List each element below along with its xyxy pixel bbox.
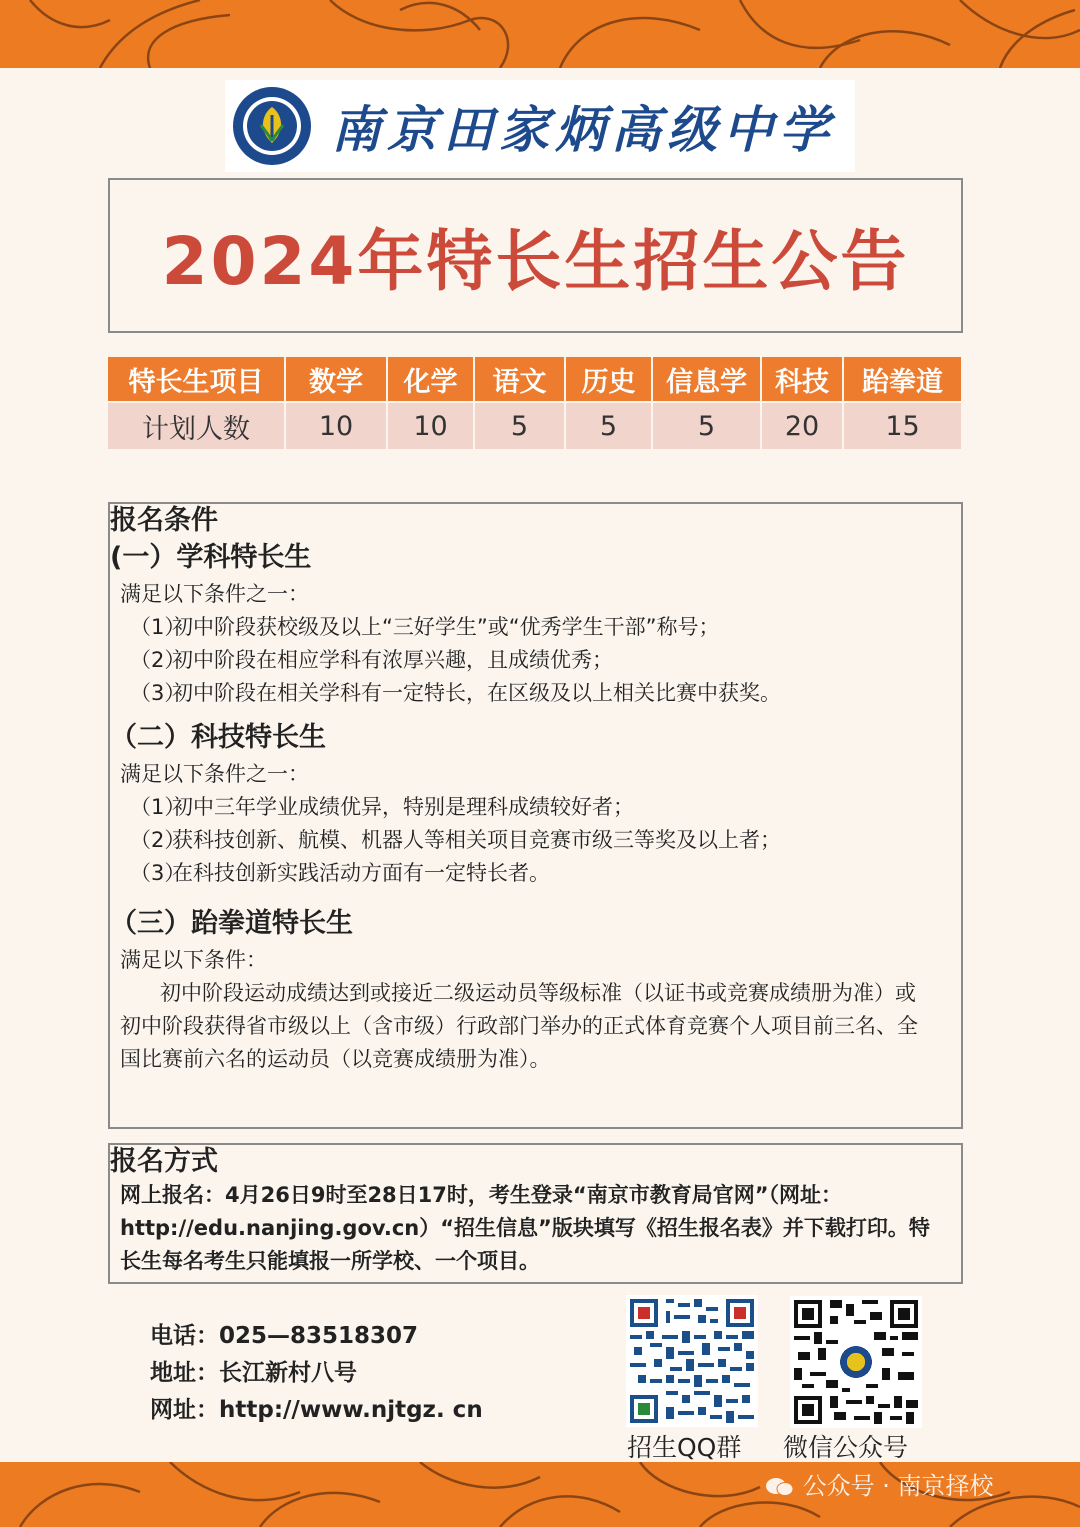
section-intro: 满足以下条件之一： [120, 762, 309, 786]
conditions-box [108, 502, 963, 1129]
list-item: （1）初中三年学业成绩优异，特别是理科成绩较好者； [130, 795, 634, 819]
list-item: （2）获科技创新、航模、机器人等相关项目竞赛市级三等奖及以上者； [130, 828, 781, 852]
wechat-watermark [765, 1466, 994, 1501]
floral-pattern-top [0, 0, 1080, 68]
section-title-academic: (一）学科特长生 [110, 542, 312, 573]
section-intro: 满足以下条件之一： [120, 582, 309, 606]
table-cell: 计划人数 [108, 403, 286, 449]
table-header-cell: 语文 [475, 357, 566, 403]
school-emblem-icon [231, 85, 313, 167]
table-header-cell: 跆拳道 [844, 357, 963, 403]
wechat-account-qr-code[interactable] [790, 1296, 922, 1428]
section-intro: 满足以下条件： [120, 948, 267, 972]
phone-text: 电话：025—83518307 [150, 1323, 419, 1349]
table-header-cell: 历史 [566, 357, 653, 403]
list-item: （1）初中阶段获校级及以上“三好学生”或“优秀学生干部”称号； [130, 615, 720, 639]
list-item: （3）初中阶段在相关学科有一定特长，在区级及以上相关比赛中获奖。 [130, 681, 781, 705]
notice-title: 2024年特长生招生公告 [161, 223, 910, 300]
section-title-tech: （二）科技特长生 [110, 722, 326, 753]
method-heading: 报名方式 [110, 1146, 218, 1177]
wechat-qr-label: 微信公众号 [783, 1433, 909, 1462]
school-name: 南京田家炳高级中学 [331, 100, 835, 159]
website-link[interactable]: 网址：http://www.njtgz. cn [150, 1397, 483, 1423]
qq-group-qr-code[interactable] [626, 1295, 758, 1427]
conditions-heading: 报名条件 [110, 505, 218, 536]
quota-table [108, 357, 963, 449]
table-cell: 15 [844, 403, 963, 449]
table-header-cell: 信息学 [653, 357, 762, 403]
top-decor-band [0, 0, 1080, 68]
table-cell: 10 [286, 403, 388, 449]
method-box [108, 1143, 963, 1284]
table-cell: 20 [762, 403, 844, 449]
table-cell: 5 [653, 403, 762, 449]
quota-value-row [108, 403, 963, 449]
contact-info [150, 1318, 483, 1429]
table-header-cell: 特长生项目 [108, 357, 286, 403]
table-cell: 5 [566, 403, 653, 449]
table-header-cell: 化学 [388, 357, 475, 403]
list-item: （2）初中阶段在相应学科有浓厚兴趣，且成绩优秀； [130, 648, 613, 672]
wechat-icon [765, 1476, 795, 1498]
quota-header-row [108, 357, 963, 403]
school-header [225, 80, 855, 172]
section-body: 初中阶段运动成绩达到或接近二级运动员等级标准（以证书或竞赛成绩册为准）或初中阶段获得省市级以上（含市级）行政部门举办的正式体育竞赛个人项目前三名、全国比赛前六名的运动员（以竞赛成绩册为准）。 [120, 981, 918, 1071]
address-text: 地址：长江新村八号 [150, 1360, 357, 1386]
method-text: 网上报名：4月26日9时至28日17时，考生登录“南京市教育局官网”（网址：http://edu.nanjing.gov.cn）“招生信息”版块填写《招生报名表》并下载打印。特长生每名考生只能填报一所学校、一个项目。 [120, 1183, 930, 1273]
watermark-text: 公众号 · 南京择校 [802, 1472, 994, 1500]
list-item: （3）在科技创新实践活动方面有一定特长者。 [130, 861, 550, 885]
section-title-taekwondo: （三）跆拳道特长生 [110, 908, 353, 939]
table-cell: 10 [388, 403, 475, 449]
table-cell: 5 [475, 403, 566, 449]
qq-qr-label: 招生QQ群 [627, 1433, 742, 1462]
notice-title-box [108, 178, 963, 333]
table-header-cell: 数学 [286, 357, 388, 403]
table-header-cell: 科技 [762, 357, 844, 403]
